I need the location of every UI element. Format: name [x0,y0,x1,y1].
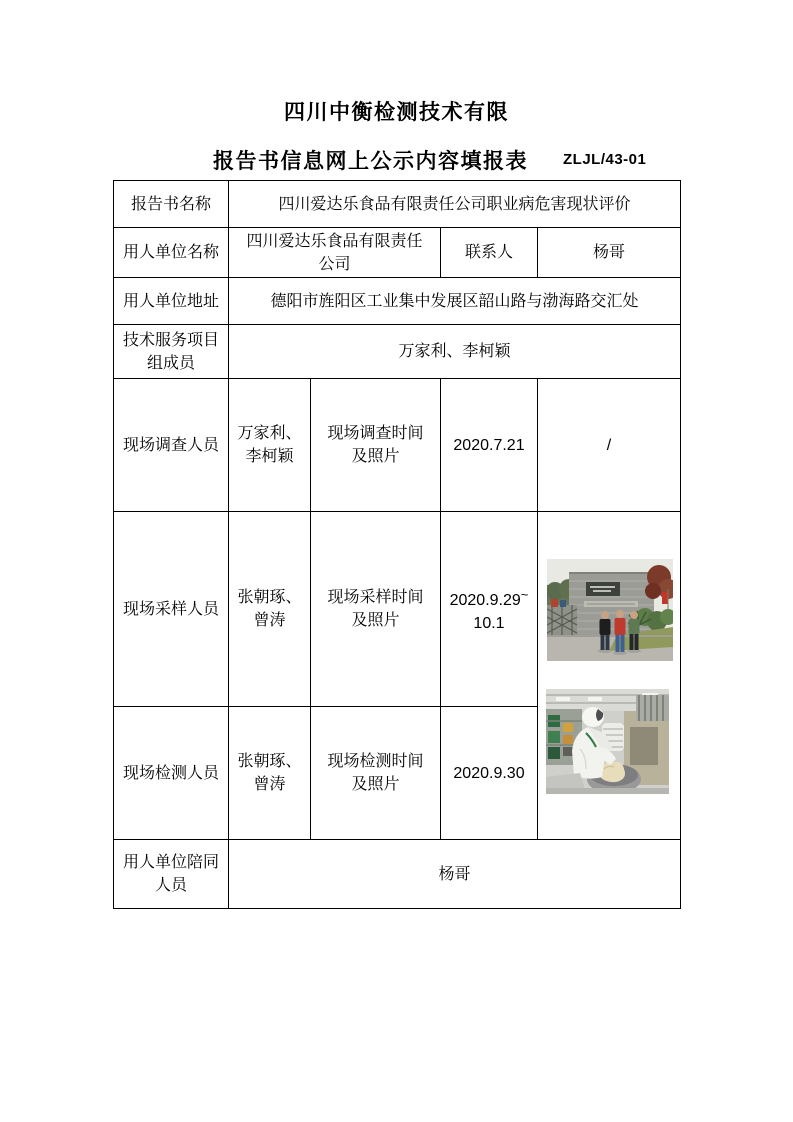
testing-time-label-line1: 现场检测时间 [327,753,424,770]
company-title: 四川中衡检测技术有限 [284,101,509,124]
sampling-date [441,512,538,707]
sampling-time-label-line2: 及照片 [351,612,400,629]
testing-persons-line2: 曾涛 [253,776,286,793]
sampling-photo [547,559,673,661]
survey-persons-line1: 万家利、 [237,425,302,442]
sampling-date-line1: 2020.9.29~ [449,587,529,609]
table-row-sampling [114,512,681,707]
sampling-date-line2: 10.1 [473,615,505,632]
testing-time-label-line2: 及照片 [351,776,400,793]
employer-name-line2: 公司 [318,255,351,273]
testing-label: 现场检测人员 [114,707,229,840]
employer-name-label: 用人单位名称 [114,228,229,278]
table-row-employer-name [114,228,681,278]
date-range-tilde: ~ [520,587,529,602]
accompany-label-line2: 人员 [154,877,187,894]
testing-time-label [311,707,441,840]
employer-address-value: 德阳市旌阳区工业集中发展区韶山路与渤海路交汇处 [229,278,681,325]
accompany-value: 杨哥 [229,840,681,909]
survey-label: 现场调查人员 [114,379,229,512]
table-row-report-name [114,181,681,228]
employer-name-line1: 四川爱达乐食品有限责任 [246,232,423,250]
employer-address-label: 用人单位地址 [114,278,229,325]
report-name-label: 报告书名称 [114,181,229,228]
contact-label: 联系人 [441,228,538,278]
project-team-label-line1: 技术服务项目 [122,331,219,349]
site-photos-cell [538,512,681,840]
table-row-project-team [114,325,681,379]
project-team-label [114,325,229,379]
table-row-accompany [114,840,681,909]
survey-time-label [311,379,441,512]
project-team-label-line2: 组成员 [146,354,195,372]
report-name-value: 四川爱达乐食品有限责任公司职业病危害现状评价 [229,181,681,228]
survey-persons-line2: 李柯颖 [245,448,294,465]
sampling-time-label [311,512,441,707]
survey-date: 2020.7.21 [441,379,538,512]
sampling-persons [229,512,311,707]
accompany-label [114,840,229,909]
form-title: 报告书信息网上公示内容填报表 [213,150,528,173]
testing-photo [546,689,669,794]
table-row-employer-address [114,278,681,325]
sampling-time-label-line1: 现场采样时间 [327,589,424,606]
testing-date: 2020.9.30 [441,707,538,840]
survey-photo-placeholder: / [538,379,681,512]
report-info-table [113,180,681,909]
testing-persons [229,707,311,840]
sampling-persons-line2: 曾涛 [253,612,286,629]
project-team-value: 万家利、李柯颖 [229,325,681,379]
table-row-survey [114,379,681,512]
sampling-persons-line1: 张朝琢、 [237,589,302,606]
survey-persons [229,379,311,512]
survey-time-label-line1: 现场调查时间 [327,425,424,442]
contact-value: 杨哥 [538,228,681,278]
employer-name-value [229,228,441,278]
form-code: ZLJL/43-01 [563,151,647,168]
testing-persons-line1: 张朝琢、 [237,753,302,770]
survey-time-label-line2: 及照片 [351,448,400,465]
accompany-label-line1: 用人单位陪同 [122,854,219,871]
sampling-label: 现场采样人员 [114,512,229,707]
